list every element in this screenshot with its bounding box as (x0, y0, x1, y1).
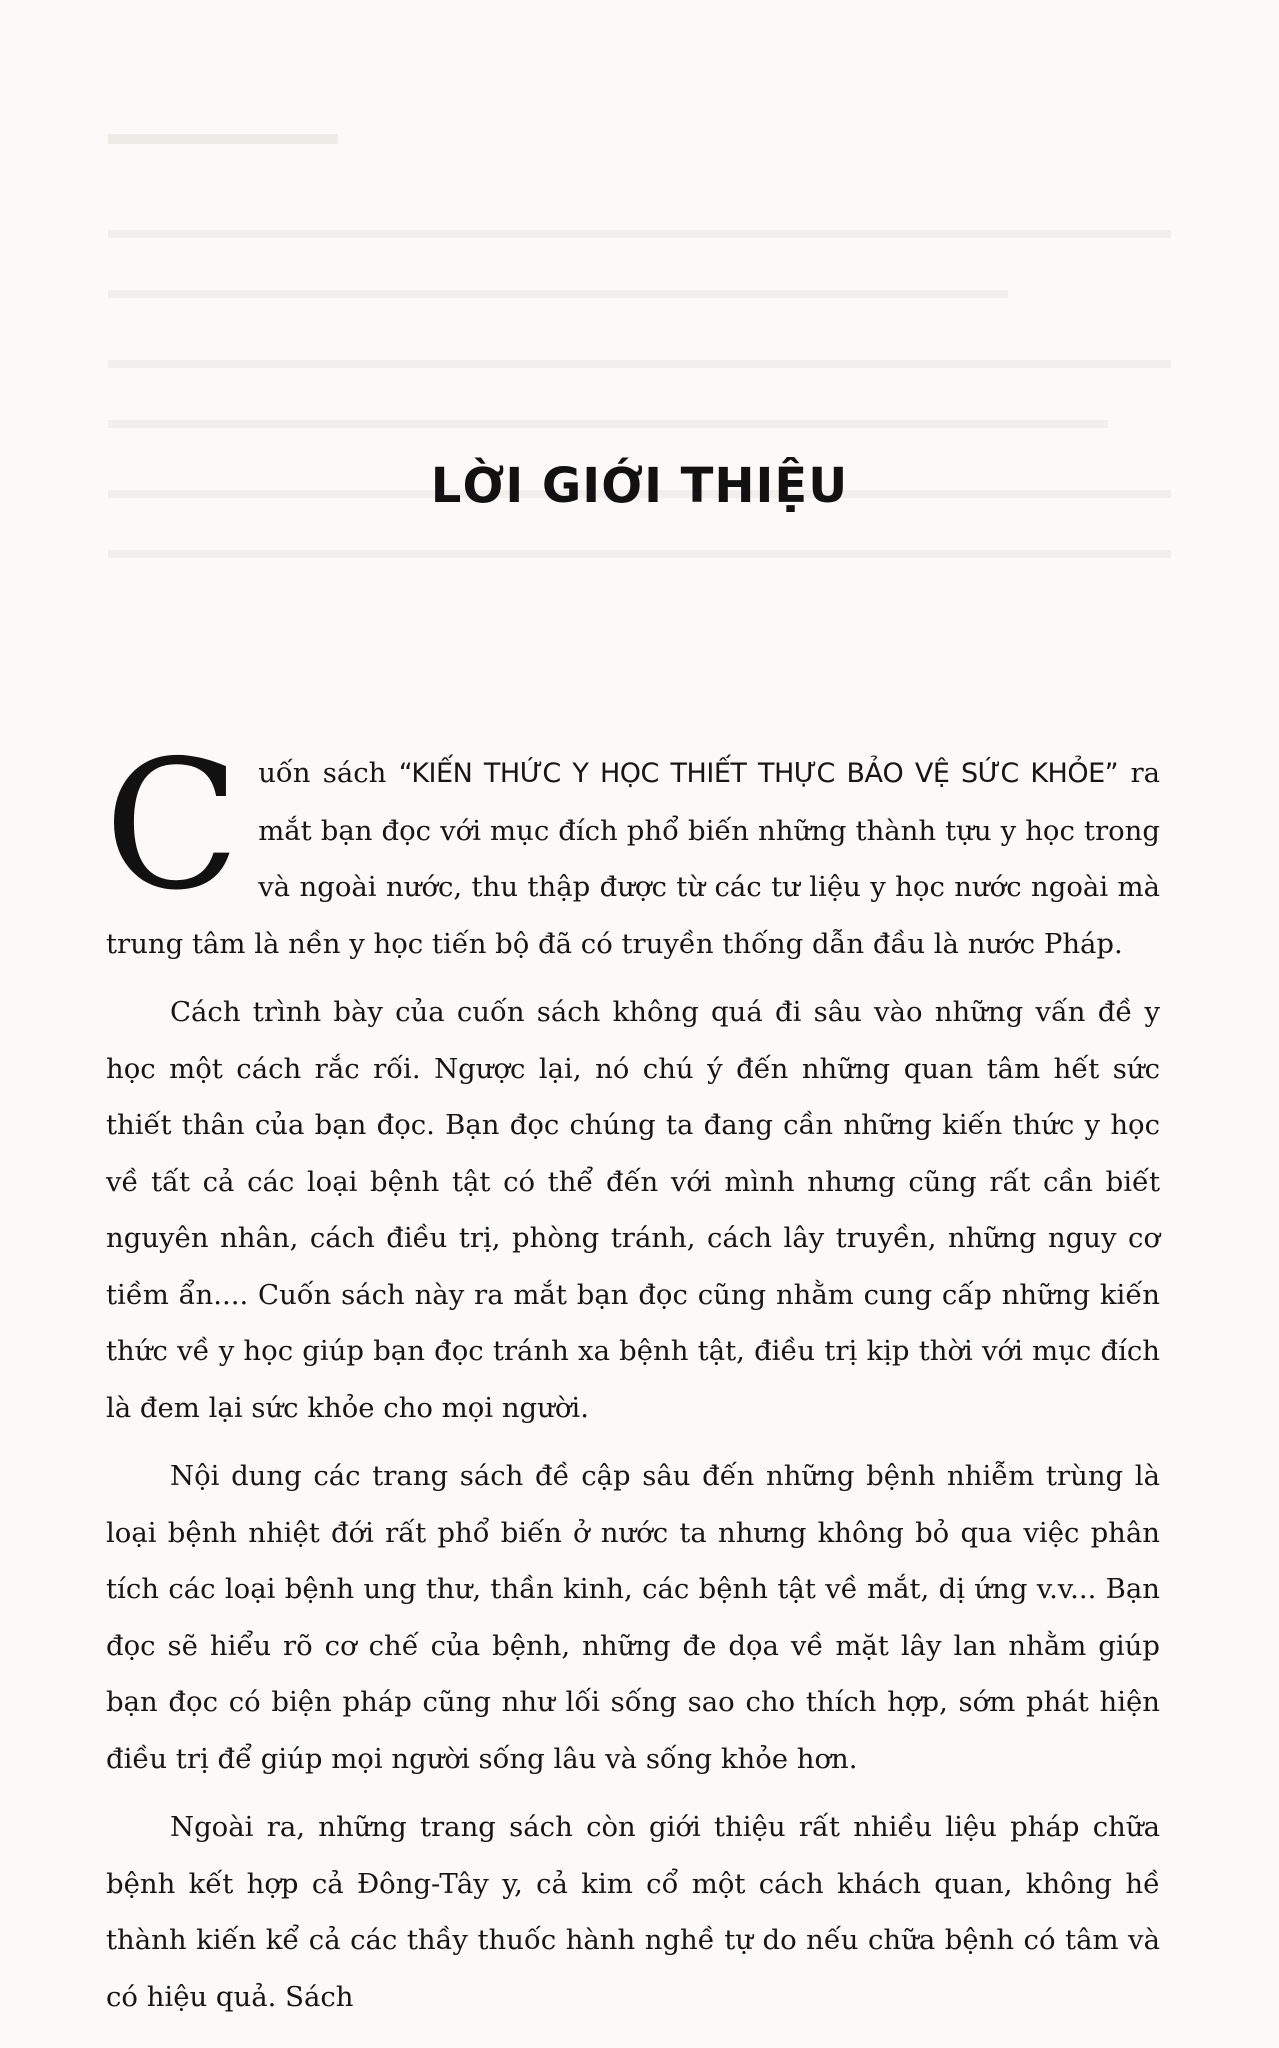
bleed-through-texture (108, 120, 1171, 160)
drop-cap: C (104, 722, 241, 929)
bleed-through-lines (108, 120, 1171, 160)
paragraph-2: Cách trình bày của cuốn sách không quá đi sâu vào những vấn đề y học một cách rắc rối. Ngược lại, nó chú ý đến những quan tâm hết sức thiết thân của bạn đọc. Bạn đọc chúng ta đang cần những kiến thức y học về tất cả các loại bệnh tật có thể đến với mình nhưng cũng rất cần biết nguyên nhân, cách điều trị, phòng tránh, cách lây truyền, những nguy cơ tiềm ẩn.... Cuốn sách này ra mắt bạn đọc cũng nhằm cung cấp những kiến thức về y học giúp bạn đọc tránh xa bệnh tật, điều trị kịp thời với mục đích là đem lại sức khỏe cho mọi người. (106, 996, 1160, 1424)
paragraph-1 (104, 722, 1160, 972)
bleed-through-texture (108, 220, 1171, 440)
book-title: “KIẾN THỨC Y HỌC THIẾT THỰC BẢO VỆ SỨC KHỎE” (398, 758, 1119, 789)
introduction-body (104, 722, 1160, 2037)
page-title: LỜI GIỚI THIỆU (430, 458, 849, 514)
bleed-through-lines (108, 220, 1171, 440)
paragraph-3: Nội dung các trang sách đề cập sâu đến những bệnh nhiễm trùng là loại bệnh nhiệt đới rất phổ biến ở nước ta nhưng không bỏ qua việc phân tích các loại bệnh ung thư, thần kinh, các bệnh tật về mắt, dị ứng v.v... Bạn đọc sẽ hiểu rõ cơ chế của bệnh, những đe dọa về mặt lây lan nhằm giúp bạn đọc có biện pháp cũng như lối sống sao cho thích hợp, sớm phát hiện điều trị để giúp mọi người sống lâu và sống khỏe hơn. (106, 1460, 1160, 1775)
paragraph-1-lead: uốn sách (258, 757, 399, 789)
paragraph-1-text: ra mắt bạn đọc với mục đích phổ biến những thành tựu y học trong và ngoài nước, thu thập được từ các tư liệu y học nước ngoài mà trung tâm là nền y học tiến bộ đã có truyền thống dẫn đầu là nước Pháp. (106, 757, 1160, 960)
paragraph-4: Ngoài ra, những trang sách còn giới thiệu rất nhiều liệu pháp chữa bệnh kết hợp cả Đông-Tây y, cả kim cổ một cách khách quan, không hề thành kiến kể cả các thầy thuốc hành nghề tự do nếu chữa bệnh có tâm và có hiệu quả. Sách (106, 1811, 1160, 2013)
